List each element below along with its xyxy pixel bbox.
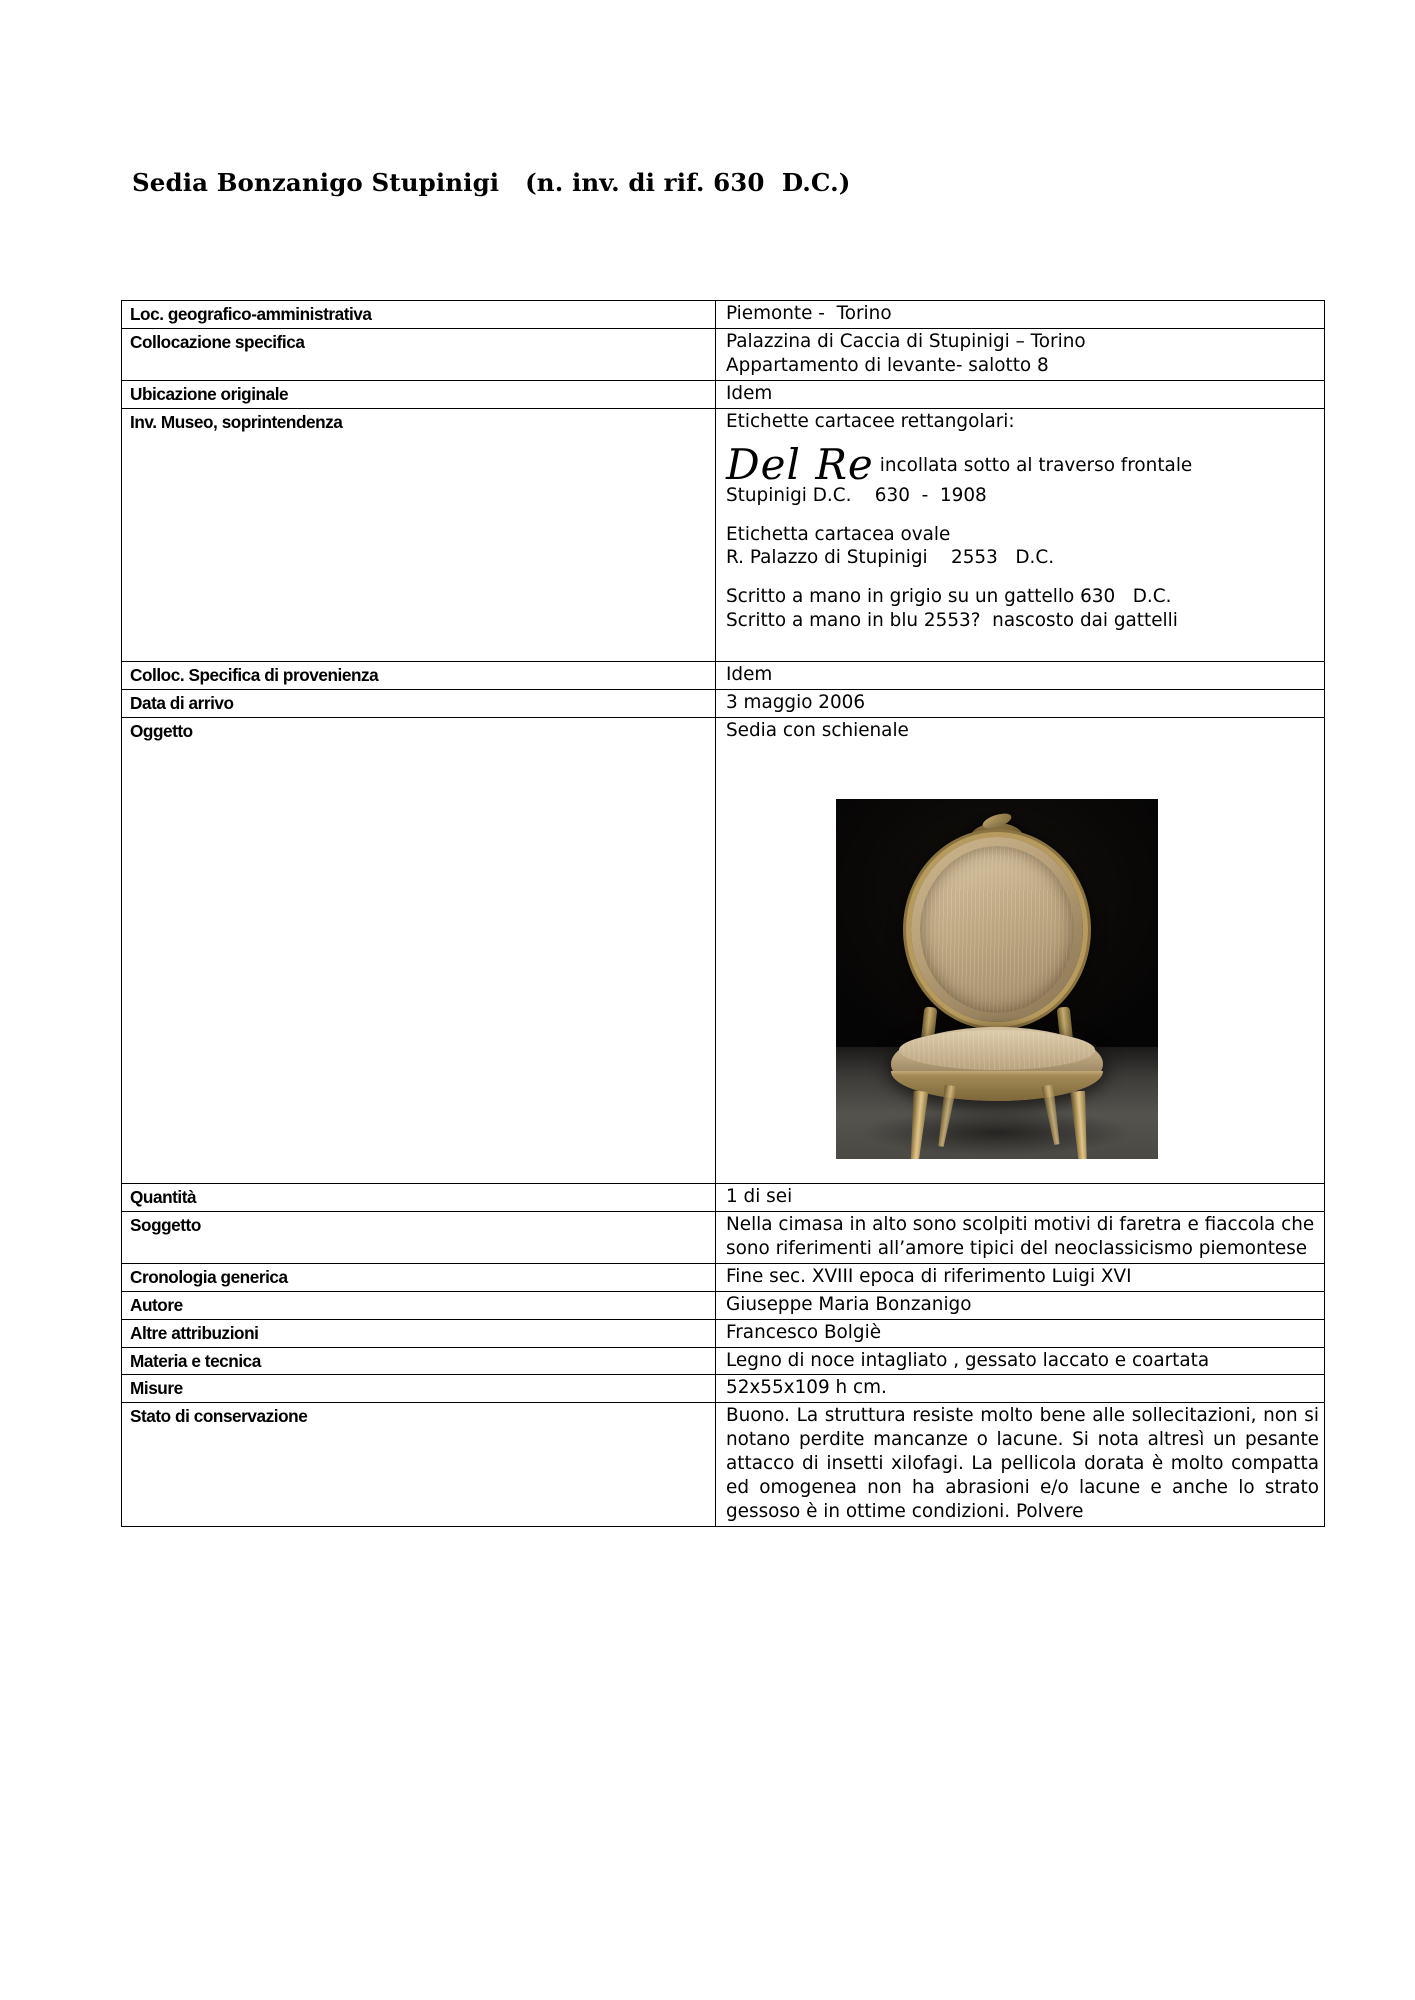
row-value-ubicazione-originale	[716, 380, 1325, 408]
row-label-altre-attribuzioni: Altre attribuzioni	[122, 1319, 716, 1347]
value-line: Piemonte - Torino	[726, 303, 892, 324]
value-line: Stupinigi D.C. 630 - 1908	[726, 484, 987, 506]
table-row	[122, 1291, 1325, 1319]
table-row	[122, 1403, 1325, 1527]
row-label-colloc-specifica-di-provenienza: Colloc. Specifica di provenienza	[122, 662, 716, 690]
value-line: Idem	[726, 664, 773, 686]
value-line: Giuseppe Maria Bonzanigo	[726, 1293, 972, 1315]
row-value-soggetto: Nella cimasa in alto sono scolpiti motivi di faretra e fiaccola che sono riferimenti all’amore tipici del neoclassicismo piemontese	[716, 1211, 1325, 1263]
row-value-quantita	[716, 1183, 1325, 1211]
table-row	[122, 1347, 1325, 1375]
row-value-colloc-specifica-di-provenienza	[716, 662, 1325, 690]
page-title: Sedia Bonzanigo Stupinigi (n. inv. di rif. 630 D.C.)	[132, 168, 851, 197]
value-line: Sedia con schienale	[726, 720, 909, 742]
script-text-del-re: Del Re	[726, 439, 874, 489]
value-line: Idem	[726, 382, 773, 404]
row-label-stato-di-conservazione: Stato di conservazione	[122, 1403, 716, 1527]
artwork-record-table	[121, 300, 1325, 1527]
script-note: incollata sotto al traverso frontale	[879, 454, 1193, 476]
cell-bottom-spacer	[726, 633, 1319, 659]
row-value-stato-di-conservazione: Buono. La struttura resiste molto bene alle sollecitazioni, non si notano perdite mancanze o lacune. Si nota altresì un pesante attacco di insetti xilofagi. La pellicola dorata è molto compatta ed omogenea non ha abrasioni e/o lacune e anche lo strato gessoso è in ottime condizioni. Polvere	[716, 1403, 1325, 1527]
row-label-ubicazione-originale: Ubicazione originale	[122, 380, 716, 408]
row-label-quantita: Quantità	[122, 1183, 716, 1211]
value-line: Fine sec. XVIII epoca di riferimento Luigi XVI	[726, 1265, 1132, 1287]
row-label-autore: Autore	[122, 1291, 716, 1319]
chair-photograph	[836, 799, 1158, 1159]
table-row	[122, 662, 1325, 690]
table-row	[122, 408, 1325, 662]
table-row	[122, 380, 1325, 408]
table-row	[122, 328, 1325, 380]
chair-seat	[891, 1027, 1103, 1101]
value-line: 3 maggio 2006	[726, 692, 866, 714]
value-line: 1 di sei	[726, 1185, 793, 1207]
value-line: 52x55x109 h cm.	[726, 1377, 887, 1399]
row-value-loc-geografico-amministrativa	[716, 301, 1325, 329]
row-value-data-di-arrivo	[716, 690, 1325, 718]
table-row	[122, 301, 1325, 329]
value-line: Palazzina di Caccia di Stupinigi – Torino	[726, 330, 1086, 352]
row-value-altre-attribuzioni	[716, 1319, 1325, 1347]
table-row	[122, 1211, 1325, 1263]
value-line: Etichette cartacee rettangolari:	[726, 410, 1015, 432]
row-label-data-di-arrivo: Data di arrivo	[122, 690, 716, 718]
table-row	[122, 1183, 1325, 1211]
row-value-inv-museo-soprintendenza	[716, 408, 1325, 662]
chair-oval-back	[911, 837, 1083, 1022]
row-label-materia-e-tecnica: Materia e tecnica	[122, 1347, 716, 1375]
row-value-cronologia-generica	[716, 1263, 1325, 1291]
row-value-collocazione-specifica	[716, 328, 1325, 380]
row-label-inv-museo-soprintendenza: Inv. Museo, soprintendenza	[122, 408, 716, 662]
table-row	[122, 1375, 1325, 1403]
value-line: Scritto a mano in grigio su un gattello 630 D.C.	[726, 586, 1172, 608]
value-line: R. Palazzo di Stupinigi 2553 D.C.	[726, 547, 1055, 569]
label-del-re-transcription	[726, 439, 1319, 489]
value-line: Scritto a mano in blu 2553? nascosto dai gattelli	[726, 610, 1178, 632]
row-label-oggetto: Oggetto	[122, 718, 716, 1184]
row-label-loc-geografico-amministrativa: Loc. geografico-amministrativa	[122, 301, 716, 329]
value-line: Etichetta cartacea ovale	[726, 523, 951, 545]
row-value-materia-e-tecnica: Legno di noce intagliato , gessato laccato e coartata	[716, 1347, 1325, 1375]
row-value-misure	[716, 1375, 1325, 1403]
paragraph-gap	[726, 508, 1319, 523]
row-value-autore	[716, 1291, 1325, 1319]
row-label-misure: Misure	[122, 1375, 716, 1403]
value-line: Appartamento di levante- salotto 8	[726, 354, 1049, 376]
row-label-soggetto: Soggetto	[122, 1211, 716, 1263]
table-row	[122, 1263, 1325, 1291]
table-row	[122, 1319, 1325, 1347]
table-row	[122, 690, 1325, 718]
row-label-collocazione-specifica: Collocazione specifica	[122, 328, 716, 380]
value-line: Francesco Bolgiè	[726, 1321, 882, 1343]
row-value-oggetto	[716, 718, 1325, 1184]
photo-background	[836, 799, 1158, 1159]
row-label-cronologia-generica: Cronologia generica	[122, 1263, 716, 1291]
table-row	[122, 718, 1325, 1184]
paragraph-gap	[726, 570, 1319, 585]
